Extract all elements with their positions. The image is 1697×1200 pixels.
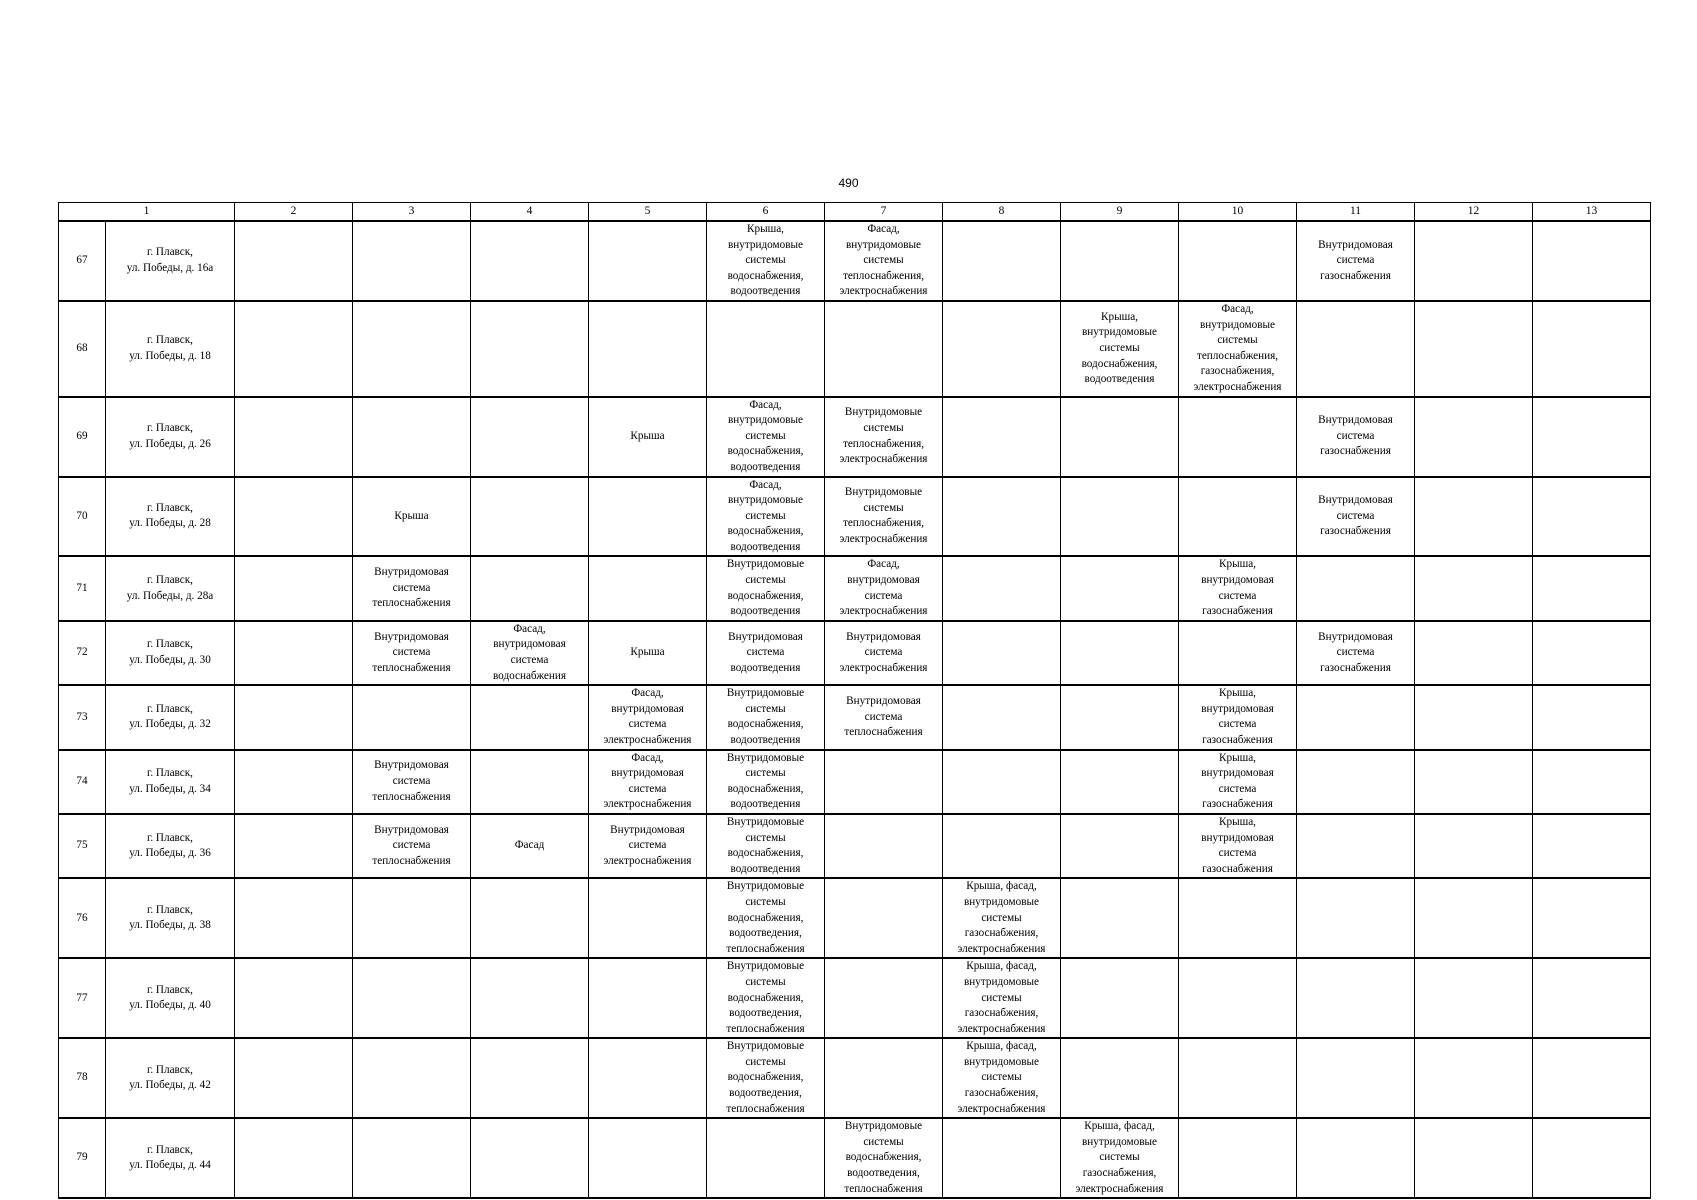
work-cell-col-13 bbox=[1533, 750, 1651, 814]
work-cell-col-6 bbox=[707, 1118, 825, 1198]
work-cell-col-13 bbox=[1533, 621, 1651, 685]
work-cell-col-11 bbox=[1297, 1038, 1415, 1118]
work-cell-col-10 bbox=[1179, 958, 1297, 1038]
work-cell-col-7: Внутридомовая система теплоснабжения bbox=[825, 685, 943, 749]
work-cell-col-9 bbox=[1061, 621, 1179, 685]
work-cell-col-4 bbox=[471, 1118, 589, 1198]
work-cell-col-5 bbox=[589, 1118, 707, 1198]
work-cell-col-5 bbox=[589, 556, 707, 620]
work-cell-col-10: Крыша, внутридомовая система газоснабжения bbox=[1179, 556, 1297, 620]
work-cell-col-10 bbox=[1179, 878, 1297, 958]
work-cell-col-12 bbox=[1415, 621, 1533, 685]
work-cell-col-13 bbox=[1533, 878, 1651, 958]
work-cell-col-4: Фасад bbox=[471, 814, 589, 878]
work-cell-col-7 bbox=[825, 878, 943, 958]
column-number: 10 bbox=[1179, 203, 1297, 222]
column-number: 8 bbox=[943, 203, 1061, 222]
work-cell-col-10: Крыша, внутридомовая система газоснабжения bbox=[1179, 814, 1297, 878]
work-cell-col-6: Внутридомовые системы водоснабжения, водоотведения, теплоснабжения bbox=[707, 958, 825, 1038]
work-cell-col-9 bbox=[1061, 814, 1179, 878]
work-cell-col-7: Внутридомовая система электроснабжения bbox=[825, 621, 943, 685]
work-cell-col-10: Крыша, внутридомовая система газоснабжения bbox=[1179, 685, 1297, 749]
work-cell-col-2 bbox=[235, 1038, 353, 1118]
work-cell-col-6: Внутридомовые системы водоснабжения, водоотведения, теплоснабжения bbox=[707, 1038, 825, 1118]
work-cell-col-12 bbox=[1415, 221, 1533, 301]
work-cell-col-6: Внутридомовая система водоотведения bbox=[707, 621, 825, 685]
work-cell-col-4 bbox=[471, 477, 589, 557]
work-cell-col-9 bbox=[1061, 397, 1179, 477]
table-row bbox=[59, 1038, 1651, 1118]
work-cell-col-4: Фасад, внутридомовая система водоснабжения bbox=[471, 621, 589, 685]
work-cell-col-6: Внутридомовые системы водоснабжения, водоотведения bbox=[707, 750, 825, 814]
work-cell-col-4 bbox=[471, 750, 589, 814]
work-cell-col-10 bbox=[1179, 477, 1297, 557]
row-number: 74 bbox=[59, 750, 106, 814]
work-cell-col-8 bbox=[943, 814, 1061, 878]
column-numbers-row bbox=[59, 203, 1651, 222]
work-cell-col-11 bbox=[1297, 556, 1415, 620]
table-row bbox=[59, 397, 1651, 477]
row-number: 73 bbox=[59, 685, 106, 749]
table-row bbox=[59, 1118, 1651, 1198]
work-cell-col-3: Внутридомовая система теплоснабжения bbox=[353, 750, 471, 814]
work-cell-col-7: Внутридомовые системы теплоснабжения, электроснабжения bbox=[825, 477, 943, 557]
work-cell-col-8 bbox=[943, 556, 1061, 620]
column-number: 2 bbox=[235, 203, 353, 222]
work-cell-col-12 bbox=[1415, 878, 1533, 958]
work-cell-col-7: Внутридомовые системы теплоснабжения, электроснабжения bbox=[825, 397, 943, 477]
work-cell-col-7 bbox=[825, 958, 943, 1038]
row-number: 67 bbox=[59, 221, 106, 301]
work-cell-col-12 bbox=[1415, 750, 1533, 814]
work-cell-col-5 bbox=[589, 301, 707, 397]
work-cell-col-9 bbox=[1061, 878, 1179, 958]
work-cell-col-7 bbox=[825, 750, 943, 814]
work-cell-col-11 bbox=[1297, 1118, 1415, 1198]
work-cell-col-2 bbox=[235, 221, 353, 301]
work-cell-col-2 bbox=[235, 750, 353, 814]
work-cell-col-4 bbox=[471, 221, 589, 301]
table-row bbox=[59, 621, 1651, 685]
work-cell-col-6: Внутридомовые системы водоснабжения, водоотведения, теплоснабжения bbox=[707, 878, 825, 958]
work-cell-col-13 bbox=[1533, 814, 1651, 878]
work-cell-col-8: Крыша, фасад, внутридомовые системы газоснабжения, электроснабжения bbox=[943, 878, 1061, 958]
work-cell-col-13 bbox=[1533, 221, 1651, 301]
row-number: 70 bbox=[59, 477, 106, 557]
table-row bbox=[59, 685, 1651, 749]
work-cell-col-10 bbox=[1179, 1038, 1297, 1118]
address-cell: г. Плавск, ул. Победы, д. 18 bbox=[106, 301, 235, 397]
work-cell-col-6: Фасад, внутридомовые системы водоснабжения, водоотведения bbox=[707, 477, 825, 557]
page-number: 490 bbox=[838, 176, 859, 190]
work-cell-col-8: Крыша, фасад, внутридомовые системы газоснабжения, электроснабжения bbox=[943, 1038, 1061, 1118]
work-cell-col-9: Крыша, фасад, внутридомовые системы газоснабжения, электроснабжения bbox=[1061, 1118, 1179, 1198]
work-cell-col-4 bbox=[471, 685, 589, 749]
work-cell-col-2 bbox=[235, 878, 353, 958]
work-cell-col-2 bbox=[235, 621, 353, 685]
work-cell-col-11 bbox=[1297, 814, 1415, 878]
column-number: 11 bbox=[1297, 203, 1415, 222]
table-row bbox=[59, 814, 1651, 878]
work-cell-col-2 bbox=[235, 301, 353, 397]
work-cell-col-12 bbox=[1415, 301, 1533, 397]
work-cell-col-6: Внутридомовые системы водоснабжения, водоотведения bbox=[707, 814, 825, 878]
work-cell-col-12 bbox=[1415, 397, 1533, 477]
work-cell-col-12 bbox=[1415, 1118, 1533, 1198]
row-number: 68 bbox=[59, 301, 106, 397]
work-cell-col-13 bbox=[1533, 556, 1651, 620]
work-cell-col-6: Крыша, внутридомовые системы водоснабжения, водоотведения bbox=[707, 221, 825, 301]
work-cell-col-5 bbox=[589, 878, 707, 958]
work-cell-col-3 bbox=[353, 878, 471, 958]
work-cell-col-5 bbox=[589, 1038, 707, 1118]
work-cell-col-8 bbox=[943, 221, 1061, 301]
work-cell-col-8 bbox=[943, 1118, 1061, 1198]
row-number: 77 bbox=[59, 958, 106, 1038]
row-number: 76 bbox=[59, 878, 106, 958]
work-cell-col-3 bbox=[353, 397, 471, 477]
work-cell-col-11 bbox=[1297, 958, 1415, 1038]
address-cell: г. Плавск, ул. Победы, д. 38 bbox=[106, 878, 235, 958]
work-cell-col-11 bbox=[1297, 685, 1415, 749]
work-cell-col-5 bbox=[589, 221, 707, 301]
work-cell-col-7: Фасад, внутридомовая система электроснабжения bbox=[825, 556, 943, 620]
work-cell-col-12 bbox=[1415, 958, 1533, 1038]
column-number: 6 bbox=[707, 203, 825, 222]
work-cell-col-12 bbox=[1415, 477, 1533, 557]
address-cell: г. Плавск, ул. Победы, д. 28 bbox=[106, 477, 235, 557]
work-cell-col-8 bbox=[943, 750, 1061, 814]
work-cell-col-7: Фасад, внутридомовые системы теплоснабжения, электроснабжения bbox=[825, 221, 943, 301]
work-cell-col-9: Крыша, внутридомовые системы водоснабжения, водоотведения bbox=[1061, 301, 1179, 397]
work-cell-col-5: Фасад, внутридомовая система электроснабжения bbox=[589, 750, 707, 814]
work-cell-col-5: Фасад, внутридомовая система электроснабжения bbox=[589, 685, 707, 749]
work-cell-col-6: Фасад, внутридомовые системы водоснабжения, водоотведения bbox=[707, 397, 825, 477]
column-number: 4 bbox=[471, 203, 589, 222]
work-cell-col-3: Внутридомовая система теплоснабжения bbox=[353, 621, 471, 685]
work-cell-col-7 bbox=[825, 814, 943, 878]
work-cell-col-13 bbox=[1533, 1118, 1651, 1198]
column-number: 3 bbox=[353, 203, 471, 222]
repair-schedule-table bbox=[58, 202, 1651, 1199]
work-cell-col-9 bbox=[1061, 477, 1179, 557]
address-cell: г. Плавск, ул. Победы, д. 16а bbox=[106, 221, 235, 301]
work-cell-col-12 bbox=[1415, 685, 1533, 749]
work-cell-col-4 bbox=[471, 1038, 589, 1118]
work-cell-col-11: Внутридомовая система газоснабжения bbox=[1297, 621, 1415, 685]
table-row bbox=[59, 878, 1651, 958]
address-cell: г. Плавск, ул. Победы, д. 30 bbox=[106, 621, 235, 685]
work-cell-col-10 bbox=[1179, 221, 1297, 301]
work-cell-col-10 bbox=[1179, 397, 1297, 477]
work-cell-col-8 bbox=[943, 685, 1061, 749]
address-cell: г. Плавск, ул. Победы, д. 34 bbox=[106, 750, 235, 814]
work-cell-col-13 bbox=[1533, 301, 1651, 397]
address-cell: г. Плавск, ул. Победы, д. 28а bbox=[106, 556, 235, 620]
work-cell-col-13 bbox=[1533, 1038, 1651, 1118]
work-cell-col-13 bbox=[1533, 477, 1651, 557]
work-cell-col-12 bbox=[1415, 814, 1533, 878]
work-cell-col-4 bbox=[471, 301, 589, 397]
work-cell-col-7 bbox=[825, 1038, 943, 1118]
work-cell-col-4 bbox=[471, 397, 589, 477]
work-cell-col-10 bbox=[1179, 621, 1297, 685]
work-cell-col-2 bbox=[235, 397, 353, 477]
work-cell-col-10 bbox=[1179, 1118, 1297, 1198]
work-cell-col-5: Крыша bbox=[589, 397, 707, 477]
column-number: 13 bbox=[1533, 203, 1651, 222]
work-cell-col-4 bbox=[471, 878, 589, 958]
address-cell: г. Плавск, ул. Победы, д. 42 bbox=[106, 1038, 235, 1118]
work-cell-col-9 bbox=[1061, 1038, 1179, 1118]
column-number: 5 bbox=[589, 203, 707, 222]
row-number: 71 bbox=[59, 556, 106, 620]
work-cell-col-8 bbox=[943, 397, 1061, 477]
table-row bbox=[59, 556, 1651, 620]
work-cell-col-4 bbox=[471, 958, 589, 1038]
table-row bbox=[59, 958, 1651, 1038]
work-cell-col-6: Внутридомовые системы водоснабжения, водоотведения bbox=[707, 685, 825, 749]
work-cell-col-3 bbox=[353, 685, 471, 749]
table-row bbox=[59, 477, 1651, 557]
work-cell-col-3: Внутридомовая система теплоснабжения bbox=[353, 814, 471, 878]
work-cell-col-3 bbox=[353, 301, 471, 397]
work-cell-col-7 bbox=[825, 301, 943, 397]
work-cell-col-12 bbox=[1415, 556, 1533, 620]
table-body bbox=[59, 221, 1651, 1198]
work-cell-col-11 bbox=[1297, 878, 1415, 958]
column-number: 12 bbox=[1415, 203, 1533, 222]
work-cell-col-10: Крыша, внутридомовая система газоснабжения bbox=[1179, 750, 1297, 814]
table-row bbox=[59, 750, 1651, 814]
work-cell-col-13 bbox=[1533, 397, 1651, 477]
work-cell-col-2 bbox=[235, 814, 353, 878]
work-cell-col-3: Внутридомовая система теплоснабжения bbox=[353, 556, 471, 620]
table-header bbox=[59, 203, 1651, 222]
table-row bbox=[59, 301, 1651, 397]
row-number: 69 bbox=[59, 397, 106, 477]
work-cell-col-11 bbox=[1297, 301, 1415, 397]
work-cell-col-12 bbox=[1415, 1038, 1533, 1118]
work-cell-col-5 bbox=[589, 958, 707, 1038]
work-cell-col-4 bbox=[471, 556, 589, 620]
work-cell-col-8: Крыша, фасад, внутридомовые системы газоснабжения, электроснабжения bbox=[943, 958, 1061, 1038]
address-cell: г. Плавск, ул. Победы, д. 32 bbox=[106, 685, 235, 749]
work-cell-col-3 bbox=[353, 1118, 471, 1198]
work-cell-col-9 bbox=[1061, 958, 1179, 1038]
work-cell-col-5: Внутридомовая система электроснабжения bbox=[589, 814, 707, 878]
work-cell-col-3 bbox=[353, 1038, 471, 1118]
work-cell-col-2 bbox=[235, 477, 353, 557]
work-cell-col-13 bbox=[1533, 685, 1651, 749]
work-cell-col-2 bbox=[235, 685, 353, 749]
work-cell-col-10: Фасад, внутридомовые системы теплоснабжения, газоснабжения, электроснабжения bbox=[1179, 301, 1297, 397]
work-cell-col-5: Крыша bbox=[589, 621, 707, 685]
column-number: 7 bbox=[825, 203, 943, 222]
work-cell-col-3: Крыша bbox=[353, 477, 471, 557]
column-number: 9 bbox=[1061, 203, 1179, 222]
row-number: 78 bbox=[59, 1038, 106, 1118]
address-cell: г. Плавск, ул. Победы, д. 40 bbox=[106, 958, 235, 1038]
row-number: 75 bbox=[59, 814, 106, 878]
work-cell-col-11: Внутридомовая система газоснабжения bbox=[1297, 221, 1415, 301]
table-row bbox=[59, 221, 1651, 301]
work-cell-col-2 bbox=[235, 958, 353, 1038]
work-cell-col-8 bbox=[943, 477, 1061, 557]
work-cell-col-13 bbox=[1533, 958, 1651, 1038]
work-cell-col-6 bbox=[707, 301, 825, 397]
work-cell-col-8 bbox=[943, 621, 1061, 685]
row-number: 72 bbox=[59, 621, 106, 685]
work-cell-col-11 bbox=[1297, 750, 1415, 814]
work-cell-col-9 bbox=[1061, 221, 1179, 301]
work-cell-col-6: Внутридомовые системы водоснабжения, водоотведения bbox=[707, 556, 825, 620]
address-cell: г. Плавск, ул. Победы, д. 36 bbox=[106, 814, 235, 878]
work-cell-col-2 bbox=[235, 556, 353, 620]
work-cell-col-9 bbox=[1061, 556, 1179, 620]
address-cell: г. Плавск, ул. Победы, д. 44 bbox=[106, 1118, 235, 1198]
work-cell-col-7: Внутридомовые системы водоснабжения, водоотведения, теплоснабжения bbox=[825, 1118, 943, 1198]
work-cell-col-2 bbox=[235, 1118, 353, 1198]
work-cell-col-3 bbox=[353, 958, 471, 1038]
work-cell-col-11: Внутридомовая система газоснабжения bbox=[1297, 397, 1415, 477]
work-cell-col-5 bbox=[589, 477, 707, 557]
row-number: 79 bbox=[59, 1118, 106, 1198]
column-number: 1 bbox=[59, 203, 235, 222]
address-cell: г. Плавск, ул. Победы, д. 26 bbox=[106, 397, 235, 477]
work-cell-col-11: Внутридомовая система газоснабжения bbox=[1297, 477, 1415, 557]
work-cell-col-3 bbox=[353, 221, 471, 301]
work-cell-col-8 bbox=[943, 301, 1061, 397]
work-cell-col-9 bbox=[1061, 750, 1179, 814]
work-cell-col-9 bbox=[1061, 685, 1179, 749]
